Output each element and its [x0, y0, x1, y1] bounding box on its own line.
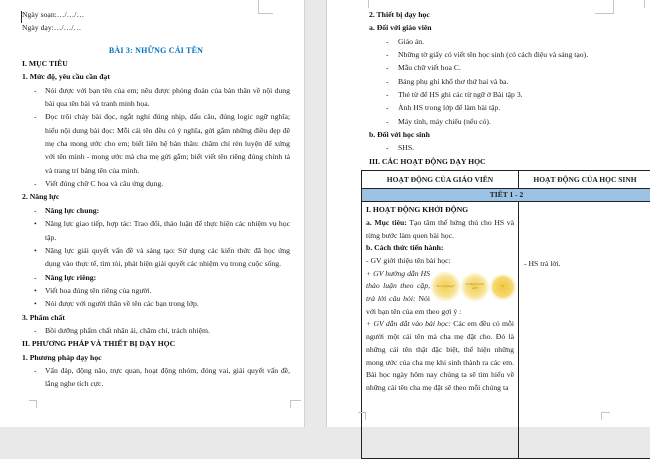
step-discuss-lead: + GV hướng dẫn HS thảo luận theo cặp, trả lời câu hỏi: — [366, 269, 430, 303]
list-item — [386, 35, 643, 48]
list-item-text: SHS. — [398, 141, 643, 154]
list-item — [34, 284, 290, 297]
bullet-marker: • — [34, 217, 45, 244]
right-page-content — [327, 0, 650, 459]
list-item-text: Máy tính, máy chiếu (nếu có). — [398, 115, 643, 128]
list-item-text: Nói được với bạn tên của em; nêu được phỏng đoán của bản thân về nội dung bài qua tên bài và tranh minh họa. — [45, 84, 290, 111]
sun-icon — [463, 275, 487, 299]
crop-mark — [644, 0, 646, 8]
step-intro: - GV giới thiệu tên bài học: — [366, 255, 514, 268]
dash-marker: - — [386, 141, 398, 154]
list-item — [34, 364, 290, 391]
step-discuss-rest: Nói với bạn tên của em theo gợi ý : — [366, 294, 461, 316]
bullet-marker: • — [34, 244, 45, 271]
table-body-row — [362, 202, 650, 459]
heading-giao-vien: a. Đối với giáo viên — [369, 21, 643, 34]
list-item — [386, 115, 643, 128]
heading-phuong-phap: II. PHƯƠNG PHÁP VÀ THIẾT BỊ DẠY HỌC — [22, 337, 290, 350]
date-line-day: Ngày dạy:…/…/… — [22, 21, 290, 34]
list-item — [34, 217, 290, 244]
list-item — [34, 297, 290, 310]
tier-band-label: TIẾT 1 - 2 — [362, 189, 650, 202]
crop-mark — [290, 400, 301, 408]
list-item — [34, 271, 290, 284]
crop-mark — [258, 0, 273, 14]
dash-marker: - — [386, 35, 398, 48]
dash-marker: - — [34, 177, 45, 190]
list-item — [34, 177, 290, 190]
date-line-soan: Ngày soạn:…/…/… — [22, 8, 290, 21]
list-item-text: Năng lực riêng: — [45, 271, 290, 284]
tier-band-row — [362, 189, 650, 202]
list-item — [34, 244, 290, 271]
sun-label: Ai đặt tên cho em? — [463, 283, 487, 290]
heading-hoat-dong: III. CÁC HOẠT ĐỘNG DẠY HỌC — [369, 155, 643, 168]
student-response: - HS trả lời. — [524, 258, 649, 271]
left-page-content — [0, 0, 304, 391]
dash-marker: - — [34, 324, 45, 337]
list-item — [386, 48, 643, 61]
crop-mark — [358, 412, 366, 420]
dash-marker: - — [386, 88, 398, 101]
heading-pp-day-hoc: 1. Phương pháp dạy học — [22, 351, 290, 364]
document-page-left[interactable] — [0, 0, 305, 427]
list-item — [386, 61, 643, 74]
dash-marker: - — [386, 75, 398, 88]
crop-mark — [595, 0, 614, 14]
col-header-student: HOẠT ĐỘNG CỦA HỌC SINH — [519, 171, 650, 189]
heading-pham-chat: 3. Phẩm chất — [22, 311, 290, 324]
list-item-text: Năng lực giải quyết vấn đề và sáng tạo: Sử dụng các kiến thức đã học ứng dụng vào thực tế, tìm tòi, phát hiện giải quyết các nhiệm vụ trong cuộc sống. — [45, 244, 290, 271]
step-discuss — [366, 268, 514, 319]
list-item-text: Viết hoa đúng tên riêng của người. — [45, 284, 290, 297]
crop-mark — [29, 400, 37, 408]
dash-marker: - — [386, 48, 398, 61]
step-lead-in-rest: Các em đều có mỗi người một cái tên mà cha mẹ đặt cho. Đó là những cái tên thật đặc biệt, thể hiện những mong ước của cha mẹ khi sinh thành ra các em. Bài học ngày hôm nay chúng ta sẽ tìm hiểu về những cái tên cha mẹ đặt sẽ theo mỗi chúng ta — [366, 319, 514, 392]
step-lead-in — [366, 318, 514, 394]
student-activity-cell — [519, 202, 650, 459]
activity-title: I. HOẠT ĐỘNG KHỞI ĐỘNG — [366, 204, 514, 217]
cach-thuc-label: b. Cách thức tiến hành: — [366, 242, 514, 255]
list-item-text: Viết đúng chữ C hoa và câu ứng dụng. — [45, 177, 290, 190]
list-item-text: Những tờ giấy có viết tên học sinh (có cách điệu và sáng tạo). — [398, 48, 643, 61]
activity-muc-tieu — [366, 217, 514, 242]
teacher-activity-cell — [362, 202, 519, 459]
crop-mark — [601, 412, 610, 420]
list-item-text: Đọc trôi chảy bài đọc, ngắt nghỉ đúng nhịp, dấu câu, đúng logic ngữ nghĩa; hiểu nội dung bài đọc: Mỗi cái tên đều có ý nghĩa, gửi gắm những điều đẹp đẽ mẹ cha mong ước cho em; biết liên hệ bản thân: chăm chỉ rèn luyện để xứng với tên mình - mong ước mà cha mẹ gửi gắm; biết viết tên riêng đúng chính tả và trang trí bảng tên của mình. — [45, 110, 290, 177]
heading-thiet-bi: 2. Thiết bị dạy học — [369, 8, 643, 21]
dash-marker: - — [386, 115, 398, 128]
suns-illustration — [432, 270, 514, 304]
step-lead-in-label: + GV dẫn dắt vào bài học: — [366, 319, 451, 328]
list-item — [386, 141, 643, 154]
list-item-text: Năng lực chung: — [45, 204, 290, 217]
dash-marker: - — [34, 84, 45, 111]
heading-hoc-sinh: b. Đối với học sinh — [369, 128, 643, 141]
muc-tieu-label: a. Mục tiêu: — [366, 218, 407, 227]
sun-icon — [492, 276, 514, 298]
table-header-row — [362, 171, 650, 189]
list-item-text: Giáo án. — [398, 35, 643, 48]
sun-label: Tên em là gì? — [436, 285, 454, 288]
lesson-title: BÀI 3: NHỮNG CÁI TÊN — [22, 44, 290, 57]
crop-mark — [368, 0, 370, 8]
list-item — [386, 101, 643, 114]
list-item-text: Năng lực giao tiếp, hợp tác: Trao đổi, thảo luận để thực hiện các nhiệm vụ học tập. — [45, 217, 290, 244]
bullet-marker: • — [34, 284, 45, 297]
list-item — [34, 204, 290, 217]
text-cursor — [21, 11, 22, 23]
list-item — [386, 75, 643, 88]
list-item-text: Vấn đáp, động não, trực quan, hoạt động nhóm, đóng vai, giải quyết vấn đề, lắng nghe tích cực. — [45, 364, 290, 391]
sun-label: ? — [502, 285, 504, 288]
list-item-text: Nói được với người thân về tên các bạn trong lớp. — [45, 297, 290, 310]
list-item-text: Bảng phụ ghi khổ thơ thứ hai và ba. — [398, 75, 643, 88]
dash-marker: - — [386, 101, 398, 114]
list-item-text: Ảnh HS trong lớp để làm bài tập. — [398, 101, 643, 114]
col-header-teacher: HOẠT ĐỘNG CỦA GIÁO VIÊN — [362, 171, 519, 189]
list-item-text: Thẻ từ để HS ghi các từ ngữ ở Bài tập 3. — [398, 88, 643, 101]
list-item — [34, 110, 290, 177]
list-item-text: Bồi dưỡng phẩm chất nhân ái, chăm chỉ, trách nhiệm. — [45, 324, 290, 337]
sun-icon — [433, 274, 458, 299]
document-page-right[interactable] — [326, 0, 650, 427]
list-item — [34, 84, 290, 111]
muc-tieu-text: Tạo tâm thế hứng thú cho HS và từng bước làm quen bài học. — [366, 218, 514, 240]
heading-muc-tieu: I. MỤC TIÊU — [22, 57, 290, 70]
heading-nang-luc: 2. Năng lực — [22, 190, 290, 203]
dash-marker: - — [34, 364, 45, 391]
dash-marker: - — [34, 271, 45, 284]
list-item — [34, 324, 290, 337]
dash-marker: - — [34, 110, 45, 177]
dash-marker: - — [34, 204, 45, 217]
list-item-text: Mẫu chữ viết hoa C. — [398, 61, 643, 74]
dash-marker: - — [386, 61, 398, 74]
list-item — [386, 88, 643, 101]
bullet-marker: • — [34, 297, 45, 310]
heading-muc-do: 1. Mức độ, yêu cầu cần đạt — [22, 70, 290, 83]
